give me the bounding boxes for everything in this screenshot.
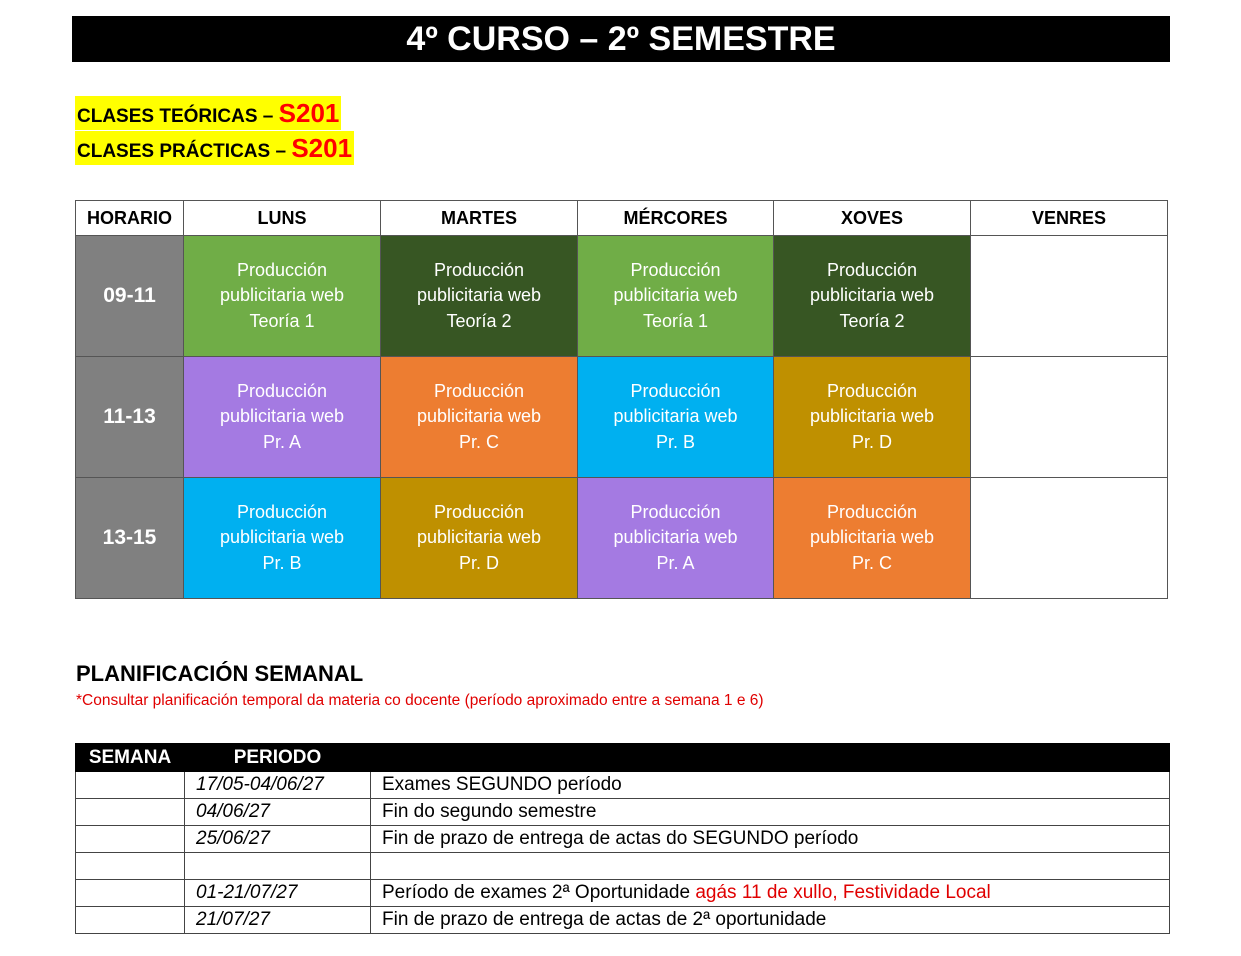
empty-slot (971, 478, 1168, 599)
planning-row (76, 880, 1170, 907)
header-xoves: XOVES (774, 201, 971, 236)
header-martes: MARTES (381, 201, 578, 236)
class-slot (578, 357, 774, 478)
period-cell (185, 853, 371, 880)
class-slot (578, 478, 774, 599)
schedule-row (76, 478, 1168, 599)
class-slot-line3: Pr. B (262, 552, 302, 573)
class-slot-line3: Teoría 1 (249, 310, 315, 331)
class-slot (381, 236, 578, 357)
class-slot-line1: Producción (826, 380, 918, 401)
week-cell (76, 853, 185, 880)
class-slot (184, 236, 381, 357)
hour-cell: 13-15 (76, 478, 184, 599)
class-slot-line1: Producción (236, 501, 328, 522)
schedule-table (75, 200, 1168, 599)
class-slot-line1: Producción (433, 501, 525, 522)
class-slot-line3: Pr. B (655, 431, 695, 452)
description-cell (371, 799, 1170, 826)
class-slot-line1: Producción (826, 259, 918, 280)
class-slot-line2: publicitaria web (416, 406, 542, 427)
empty-slot (971, 236, 1168, 357)
planning-row (76, 799, 1170, 826)
header-venres: VENRES (971, 201, 1168, 236)
description-text: Fin de prazo de entrega de actas de 2ª oportunidade (382, 909, 827, 930)
header-luns: LUNS (184, 201, 381, 236)
planning-header-row (76, 744, 1170, 772)
period-cell: 04/06/27 (185, 799, 371, 826)
week-cell (76, 826, 185, 853)
practice-room-text: CLASES PRÁCTICAS – (77, 141, 292, 162)
class-slot (184, 478, 381, 599)
planning-table (75, 743, 1170, 934)
class-slot-line2: publicitaria web (219, 285, 345, 306)
week-cell (76, 880, 185, 907)
class-slot-line1: Producción (236, 259, 328, 280)
class-slot (578, 236, 774, 357)
class-slot-line1: Producción (236, 380, 328, 401)
week-cell (76, 907, 185, 934)
class-slot-line2: publicitaria web (416, 285, 542, 306)
planning-row (76, 853, 1170, 880)
period-cell: 01-21/07/27 (185, 880, 371, 907)
description-text: Período de exames 2ª Oportunidade (382, 882, 696, 903)
class-slot-line2: publicitaria web (219, 527, 345, 548)
schedule-row (76, 357, 1168, 478)
period-cell: 25/06/27 (185, 826, 371, 853)
description-highlight: agás 11 de xullo, Festividade Local (695, 882, 991, 903)
page-title-text: 4º CURSO – 2º SEMESTRE (406, 19, 836, 58)
class-slot (184, 357, 381, 478)
class-slot-line2: publicitaria web (613, 285, 738, 306)
class-slot-line2: publicitaria web (416, 527, 542, 548)
class-slot-line2: publicitaria web (809, 285, 935, 306)
hour-cell: 11-13 (76, 357, 184, 478)
class-slot-line1: Producción (630, 380, 721, 401)
description-cell (371, 880, 1170, 907)
class-slot-line1: Producción (630, 259, 721, 280)
description-text: Exames SEGUNDO período (382, 774, 622, 795)
class-slot-line3: Pr. C (458, 431, 499, 452)
week-cell (76, 799, 185, 826)
class-slot-line3: Pr. A (656, 552, 695, 573)
empty-slot (971, 357, 1168, 478)
schedule-row (76, 236, 1168, 357)
class-slot-line2: publicitaria web (809, 527, 935, 548)
week-cell (76, 772, 185, 799)
page-title (72, 16, 1170, 62)
theory-room-label (75, 96, 341, 130)
description-text: Fin de prazo de entrega de actas do SEGUNDO período (382, 828, 859, 849)
class-slot (774, 357, 971, 478)
description-cell (371, 826, 1170, 853)
header-periodo: PERIODO (185, 744, 371, 772)
theory-room-text: CLASES TEÓRICAS – (77, 106, 279, 127)
practice-room-label (75, 131, 354, 165)
class-slot-line2: publicitaria web (809, 406, 935, 427)
class-slot-line2: publicitaria web (219, 406, 345, 427)
practice-room-code: S201 (291, 133, 353, 163)
class-slot-line3: Pr. C (851, 552, 892, 573)
class-slot-line3: Pr. D (458, 552, 499, 573)
description-cell (371, 772, 1170, 799)
class-slot-line2: publicitaria web (613, 527, 738, 548)
period-cell: 17/05-04/06/27 (185, 772, 371, 799)
rooms-info (75, 96, 354, 166)
class-slot-line3: Pr. A (262, 431, 302, 452)
class-slot (774, 478, 971, 599)
planning-row (76, 907, 1170, 934)
class-slot (774, 236, 971, 357)
class-slot-line3: Teoría 2 (839, 310, 905, 331)
class-slot-line2: publicitaria web (613, 406, 738, 427)
header-semana: SEMANA (76, 744, 185, 772)
class-slot (381, 357, 578, 478)
header-mercores: MÉRCORES (578, 201, 774, 236)
schedule-header-row (76, 201, 1168, 236)
planning-note: *Consultar planificación temporal da materia co docente (período aproximado entre a semana 1 e 6) (76, 692, 764, 709)
class-slot-line3: Teoría 2 (446, 310, 512, 331)
planning-row (76, 772, 1170, 799)
class-slot-line1: Producción (826, 501, 918, 522)
class-slot-line1: Producción (630, 501, 721, 522)
class-slot-line1: Producción (433, 259, 525, 280)
description-text: Fin do segundo semestre (382, 801, 597, 822)
theory-room-code: S201 (278, 98, 340, 128)
period-cell: 21/07/27 (185, 907, 371, 934)
description-cell (371, 907, 1170, 934)
hour-cell: 09-11 (76, 236, 184, 357)
class-slot (381, 478, 578, 599)
class-slot-line3: Teoría 1 (642, 310, 709, 331)
planning-title: PLANIFICACIÓN SEMANAL (76, 661, 364, 686)
class-slot-line1: Producción (433, 380, 525, 401)
class-slot-line3: Pr. D (851, 431, 892, 452)
header-description (371, 744, 1170, 772)
description-cell (371, 853, 1170, 880)
header-horario: HORARIO (76, 201, 184, 236)
planning-row (76, 826, 1170, 853)
